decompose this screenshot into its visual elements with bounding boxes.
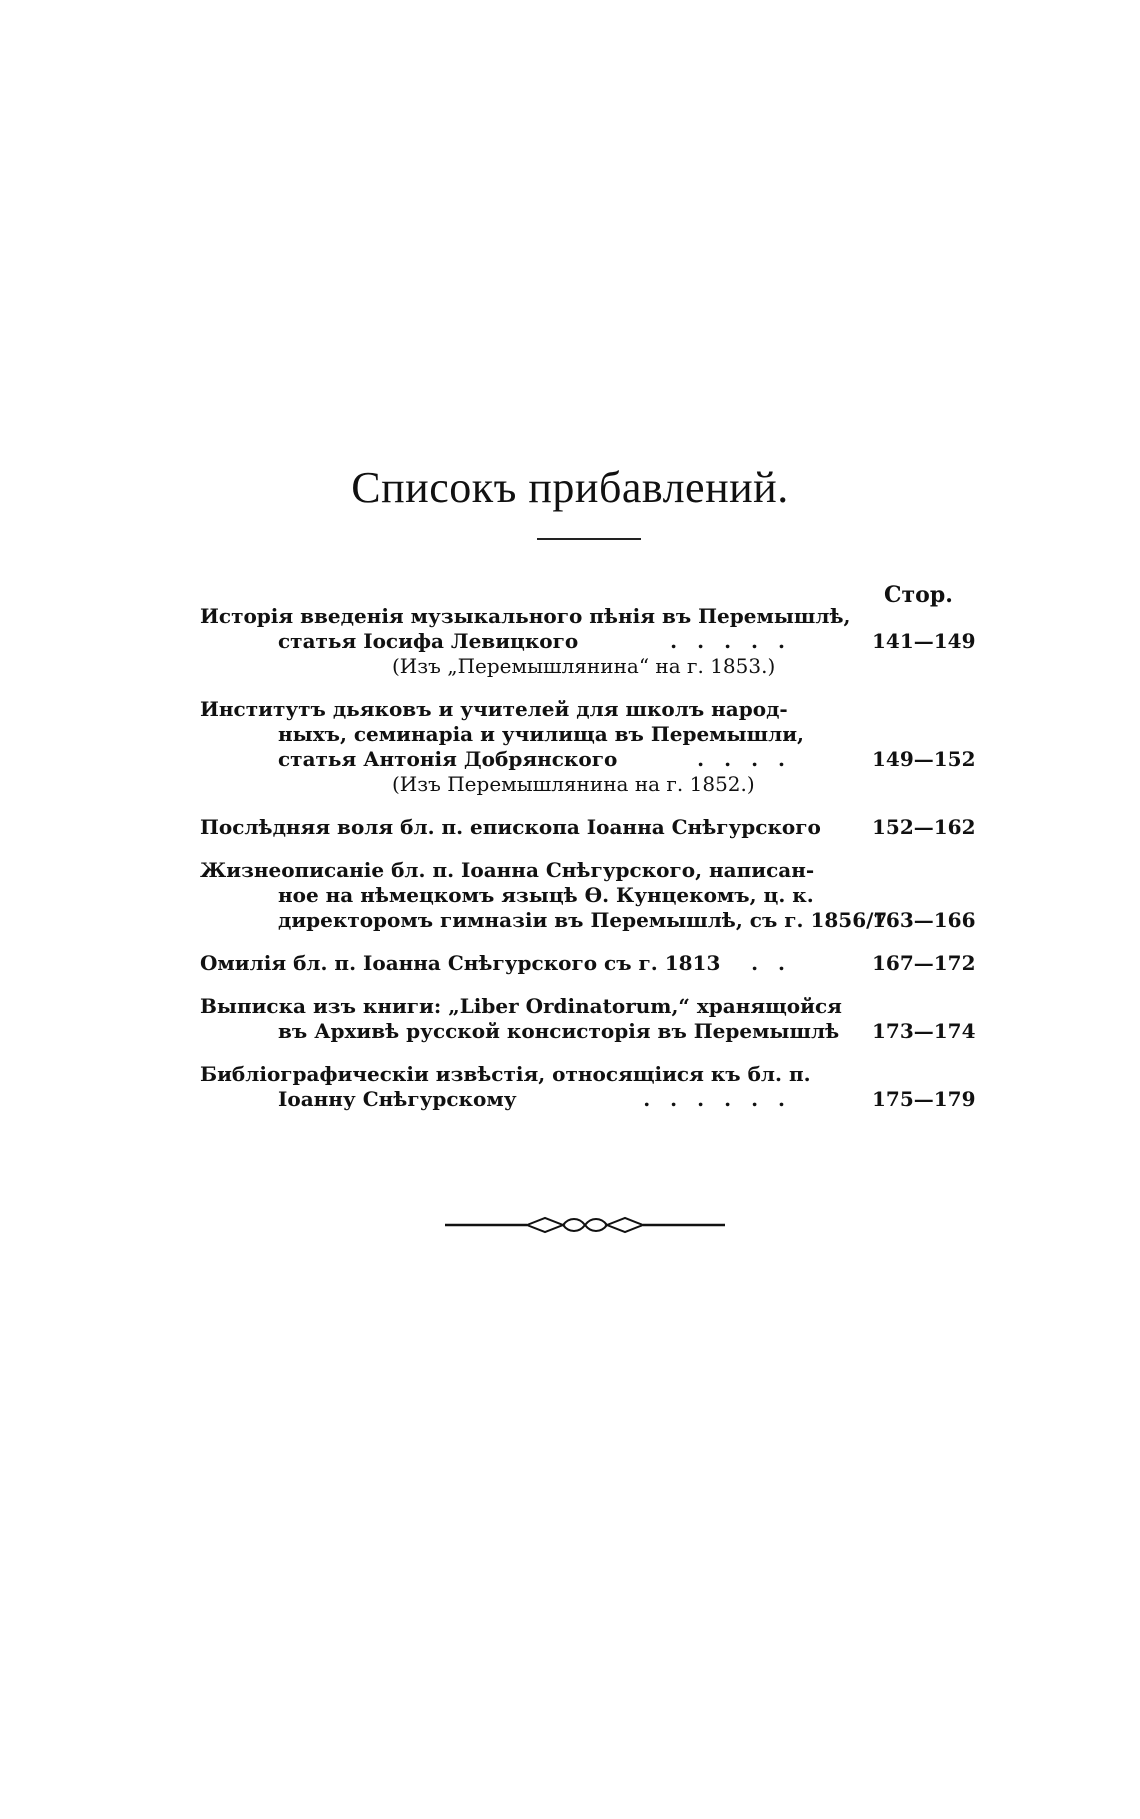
entry-line: [200, 883, 980, 908]
entry-line: [200, 654, 980, 679]
page-range: 149—152: [872, 747, 976, 771]
entry-text: Выписка изъ книги: „Liber Ordinatorum,“ хранящойся: [200, 994, 842, 1018]
entry-source-note: (Изъ Перемышлянина на г. 1852.): [392, 772, 755, 796]
contents-entry: [200, 604, 980, 679]
entry-line: [200, 1087, 980, 1112]
contents-entry: [200, 994, 980, 1044]
page-range: 163—166: [872, 908, 976, 932]
entry-line: [200, 629, 980, 654]
entry-text: въ Архивѣ русской консисторія въ Перемышлѣ: [278, 1019, 840, 1043]
page-range: 167—172: [872, 951, 976, 975]
entry-line: [200, 772, 980, 797]
entry-line: [200, 908, 980, 933]
entry-text: Жизнеописаніе бл. п. Іоанна Снѣгурского, написан-: [200, 858, 815, 882]
leader-dots: ......: [643, 1087, 805, 1111]
contents-entry: [200, 815, 980, 840]
page-range: 141—149: [872, 629, 976, 653]
page-range: 173—174: [872, 1019, 976, 1043]
contents-entry: [200, 951, 980, 976]
page-range: 175—179: [872, 1087, 976, 1111]
leader-dots: ..: [751, 951, 805, 975]
page-title: Списокъ прибавлений.: [351, 463, 789, 512]
entry-text: ныхъ, семинаріа и училища въ Перемышли,: [278, 722, 804, 746]
entry-text: ное на нѣмецкомъ языцѣ Ѳ. Кунцекомъ, ц. к.: [278, 883, 814, 907]
contents-entry: [200, 697, 980, 797]
leader-dots: ....: [697, 747, 805, 771]
entry-text: Исторія введенія музыкального пѣнія въ Перемышлѣ,: [200, 604, 851, 628]
entry-text: Омилія бл. п. Іоанна Снѣгурского съ г. 1813: [200, 951, 721, 975]
entry-line: [200, 747, 980, 772]
scroll-ornament-icon: [445, 1214, 725, 1236]
entry-line: [200, 994, 980, 1019]
entry-text: статья Іосифа Левицкого: [278, 629, 579, 653]
title-divider: [537, 538, 641, 540]
contents-list: [200, 604, 980, 1130]
entry-line: [200, 697, 980, 722]
entry-line: [200, 1019, 980, 1044]
contents-entry: [200, 858, 980, 933]
entry-text: Послѣдняя воля бл. п. епископа Іоанна Снѣгурского: [200, 815, 821, 839]
entry-line: [200, 722, 980, 747]
contents-entry: [200, 1062, 980, 1112]
pages-column-header: Стор.: [884, 582, 953, 608]
entry-line: [200, 858, 980, 883]
entry-line: [200, 815, 980, 840]
entry-source-note: (Изъ „Перемышлянина“ на г. 1853.): [392, 654, 776, 678]
entry-text: статья Антонія Добрянского: [278, 747, 618, 771]
entry-text: Іоанну Снѣгурскому: [278, 1087, 517, 1111]
leader-dots: .....: [670, 629, 805, 653]
entry-line: [200, 951, 980, 976]
page-range: 152—162: [872, 815, 976, 839]
entry-text: директоромъ гимназіи въ Перемышлѣ, съ г. 1856/7: [278, 908, 888, 932]
entry-line: [200, 1062, 980, 1087]
entry-text: Институтъ дьяковъ и учителей для школъ народ-: [200, 697, 788, 721]
entry-line: [200, 604, 980, 629]
entry-text: Библіографическіи извѣстія, относящіися къ бл. п.: [200, 1062, 811, 1086]
